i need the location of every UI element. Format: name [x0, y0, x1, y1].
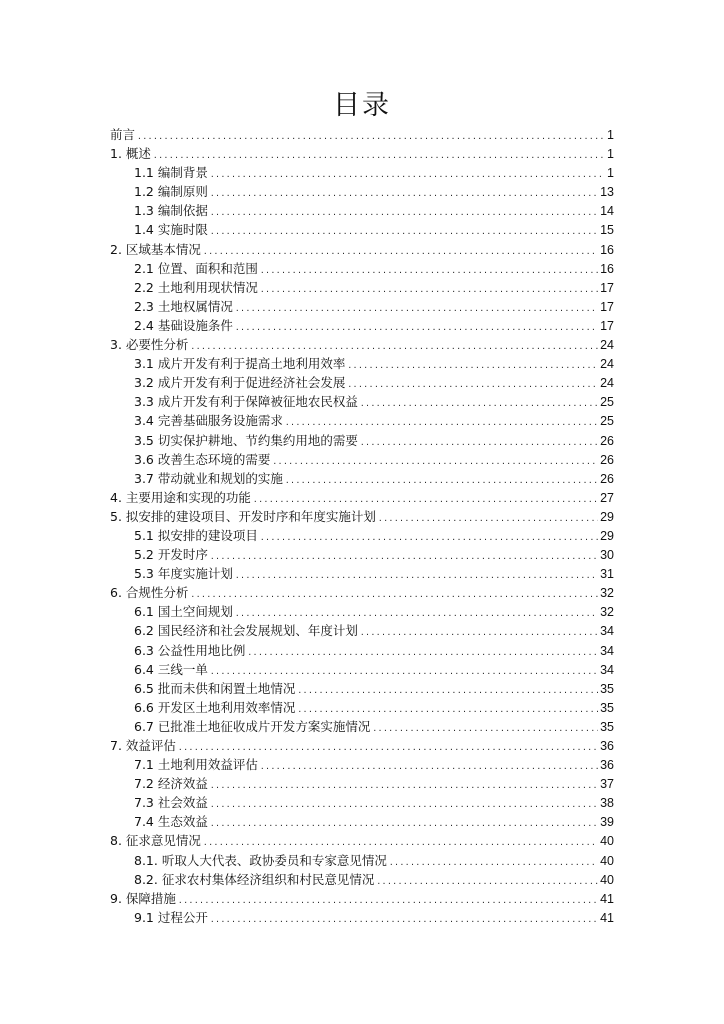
toc-entry-label: 8. 征求意见情况 [110, 833, 201, 849]
toc-entry-page: 15 [600, 223, 614, 238]
toc-entry-page: 17 [600, 280, 614, 295]
toc-entry-label: 6.2 国民经济和社会发展规划、年度计划 [134, 623, 358, 639]
toc-entry-label: 2.3 土地权属情况 [134, 298, 233, 314]
leader-dots [260, 280, 598, 299]
toc-entry-label: 7.3 社会效益 [134, 795, 208, 811]
toc-entry[interactable] [110, 125, 614, 144]
toc-entry-page: 41 [600, 910, 614, 925]
leader-dots [272, 452, 598, 471]
toc-entry-page: 1 [607, 166, 614, 181]
toc-entry-label: 1.2 编制原则 [134, 184, 208, 200]
toc-entry-page: 1 [607, 128, 614, 142]
toc-entry-page: 27 [600, 490, 614, 505]
leader-dots [260, 757, 598, 776]
toc-entry-label: 2.4 基础设施条件 [134, 317, 233, 333]
toc-entry-page: 34 [600, 624, 614, 639]
toc-entry[interactable] [110, 812, 614, 831]
toc-entry[interactable] [110, 220, 614, 239]
table-of-contents [110, 125, 614, 927]
toc-entry[interactable] [110, 392, 614, 411]
toc-entry-label: 7. 效益评估 [110, 738, 176, 753]
toc-entry-label: 2.2 土地利用现状情况 [134, 279, 258, 295]
leader-dots [260, 261, 598, 280]
toc-entry-page: 35 [600, 700, 614, 715]
toc-entry-label: 3.3 成片开发有利于保障被征地农民权益 [134, 394, 358, 410]
toc-entry-page: 26 [600, 433, 614, 448]
toc-entry-page: 24 [600, 338, 614, 353]
toc-entry[interactable] [110, 507, 614, 526]
toc-entry-label: 1.4 实施时限 [134, 222, 208, 238]
toc-entry[interactable] [110, 851, 614, 870]
toc-entry-page: 32 [600, 605, 614, 620]
toc-entry-page: 41 [600, 891, 614, 906]
toc-entry-page: 40 [600, 834, 614, 849]
toc-entry-label: 9.1 过程公开 [134, 909, 208, 925]
toc-entry-label: 前言 [110, 127, 136, 142]
toc-entry-page: 35 [600, 719, 614, 734]
toc-entry-page: 34 [600, 643, 614, 658]
leader-dots [210, 547, 598, 566]
toc-entry[interactable] [110, 335, 614, 354]
toc-entry[interactable] [110, 908, 614, 927]
toc-entry-label: 6.1 国土空间规划 [134, 604, 233, 620]
leader-dots [247, 643, 598, 662]
leader-dots [378, 509, 598, 528]
toc-entry[interactable] [110, 354, 614, 373]
toc-entry-label: 5.1 拟安排的建设项目 [134, 527, 258, 543]
toc-entry[interactable] [110, 774, 614, 793]
toc-entry-label: 5.3 年度实施计划 [134, 566, 233, 582]
toc-entry-label: 9. 保障措施 [110, 890, 176, 906]
toc-entry-page: 29 [600, 528, 614, 543]
toc-entry[interactable] [110, 793, 614, 812]
toc-entry-page: 26 [600, 452, 614, 467]
toc-entry-label: 5.2 开发时序 [134, 547, 208, 563]
toc-entry-label: 3.1 成片开发有利于提高土地利用效率 [134, 356, 346, 372]
toc-entry-page: 17 [600, 299, 614, 314]
toc-entry[interactable] [110, 641, 614, 660]
toc-entry[interactable] [110, 240, 614, 259]
toc-entry-label: 1.1 编制背景 [134, 165, 208, 181]
toc-entry-label: 6.6 开发区土地利用效率情况 [134, 699, 296, 715]
leader-dots [376, 872, 598, 891]
toc-entry[interactable] [110, 717, 614, 736]
toc-entry[interactable] [110, 431, 614, 450]
toc-entry[interactable] [110, 545, 614, 564]
toc-entry-label: 3.5 切实保护耕地、节约集约用地的需要 [134, 432, 358, 448]
toc-entry[interactable] [110, 373, 614, 392]
toc-entry-label: 7.2 经济效益 [134, 776, 208, 792]
toc-entry[interactable] [110, 621, 614, 640]
toc-entry[interactable] [110, 259, 614, 278]
toc-entry-page: 17 [600, 318, 614, 333]
leader-dots [153, 146, 605, 165]
toc-entry-label: 3.4 完善基础服务设施需求 [134, 413, 283, 429]
toc-entry-label: 3.2 成片开发有利于促进经济社会发展 [134, 375, 346, 391]
leader-dots [235, 318, 598, 337]
toc-entry[interactable] [110, 602, 614, 621]
toc-entry-label: 5. 拟安排的建设项目、开发时序和年度实施计划 [110, 508, 376, 524]
leader-dots [347, 375, 598, 394]
toc-entry-label: 7.1 土地利用效益评估 [134, 757, 258, 773]
toc-entry-page: 37 [600, 777, 614, 792]
toc-entry-label: 8.2. 征求农村集体经济组织和村民意见情况 [134, 871, 375, 887]
toc-entry-label: 6.3 公益性用地比例 [134, 642, 246, 658]
toc-entry[interactable] [110, 831, 614, 850]
leader-dots [210, 203, 598, 222]
toc-entry[interactable] [110, 163, 614, 182]
leader-dots [210, 776, 598, 795]
toc-entry-page: 35 [600, 681, 614, 696]
toc-entry-page: 40 [600, 853, 614, 868]
toc-entry-label: 2. 区域基本情况 [110, 241, 201, 257]
toc-entry[interactable] [110, 889, 614, 908]
toc-entry[interactable] [110, 698, 614, 717]
toc-entry[interactable] [110, 755, 614, 774]
toc-entry-page: 24 [600, 357, 614, 372]
toc-entry[interactable] [110, 488, 614, 507]
toc-entry[interactable] [110, 450, 614, 469]
toc-entry[interactable] [110, 679, 614, 698]
toc-entry-page: 30 [600, 548, 614, 563]
toc-entry-page: 25 [600, 395, 614, 410]
toc-entry-page: 14 [600, 204, 614, 219]
leader-dots [285, 471, 598, 490]
toc-entry-page: 24 [600, 376, 614, 391]
toc-entry[interactable] [110, 564, 614, 583]
leader-dots [178, 891, 598, 910]
toc-entry-page: 39 [600, 815, 614, 830]
leader-dots [210, 795, 598, 814]
leader-dots [347, 356, 598, 375]
toc-entry-label: 1.3 编制依据 [134, 203, 208, 219]
toc-entry-page: 26 [600, 471, 614, 486]
leader-dots [210, 814, 598, 833]
leader-dots [372, 719, 598, 738]
toc-entry[interactable] [110, 870, 614, 889]
toc-entry-label: 1. 概述 [110, 146, 151, 162]
toc-entry-page: 16 [600, 261, 614, 276]
toc-entry-page: 25 [600, 414, 614, 429]
toc-entry[interactable] [110, 201, 614, 220]
toc-entry-page: 36 [600, 758, 614, 773]
leader-dots [190, 585, 598, 604]
toc-entry-label: 3. 必要性分析 [110, 337, 189, 353]
toc-entry[interactable] [110, 660, 614, 679]
leader-dots [210, 165, 605, 184]
leader-dots [260, 528, 598, 547]
toc-entry[interactable] [110, 583, 614, 602]
toc-entry[interactable] [110, 411, 614, 430]
leader-dots [389, 853, 598, 872]
leader-dots [360, 433, 598, 452]
toc-entry-page: 34 [600, 662, 614, 677]
toc-entry-page: 29 [600, 509, 614, 524]
toc-entry-page: 32 [600, 586, 614, 601]
toc-entry-page: 13 [600, 185, 614, 200]
toc-entry-label: 4. 主要用途和实现的功能 [110, 489, 251, 505]
toc-entry-label: 6.5 批而未供和闲置土地情况 [134, 680, 296, 696]
toc-entry-page: 40 [600, 872, 614, 887]
leader-dots [360, 394, 598, 413]
leader-dots [297, 681, 598, 700]
leader-dots [137, 127, 605, 146]
toc-entry-page: 36 [600, 739, 614, 753]
toc-entry-page: 16 [600, 242, 614, 257]
toc-entry-label: 6.7 已批准土地征收成片开发方案实施情况 [134, 718, 371, 734]
toc-entry-label: 8.1. 听取人大代表、政协委员和专家意见情况 [134, 852, 387, 868]
leader-dots [235, 299, 598, 318]
leader-dots [210, 222, 598, 241]
toc-entry[interactable] [110, 182, 614, 201]
toc-entry-page: 1 [607, 147, 614, 162]
leader-dots [210, 184, 598, 203]
toc-entry-label: 3.6 改善生态环境的需要 [134, 451, 271, 467]
toc-entry-label: 2.1 位置、面积和范围 [134, 260, 258, 276]
leader-dots [235, 566, 598, 585]
toc-entry-label: 6. 合规性分析 [110, 585, 189, 601]
toc-entry[interactable] [110, 297, 614, 316]
leader-dots [360, 623, 598, 642]
page-title: 目录 [333, 90, 391, 121]
toc-entry[interactable] [110, 526, 614, 545]
leader-dots [210, 910, 598, 929]
toc-entry[interactable] [110, 278, 614, 297]
toc-entry[interactable] [110, 316, 614, 335]
leader-dots [203, 242, 598, 261]
toc-entry-page: 38 [600, 796, 614, 811]
toc-entry-label: 7.4 生态效益 [134, 814, 208, 830]
toc-entry-page: 31 [600, 567, 614, 582]
toc-entry[interactable] [110, 144, 614, 163]
toc-entry[interactable] [110, 469, 614, 488]
toc-entry-label: 6.4 三线一单 [134, 661, 208, 677]
toc-entry[interactable] [110, 736, 614, 755]
toc-entry-label: 3.7 带动就业和规划的实施 [134, 470, 283, 486]
